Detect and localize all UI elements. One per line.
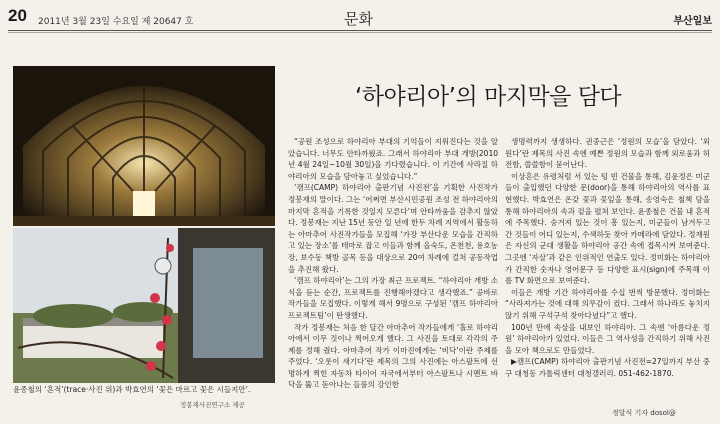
event-info: ▶캠프(CAMP) 하야리아 출판기념 사진전=27일까지 부산 중구 대청동 가톨릭센터 대청갤러리. 051-462-1870. [505, 357, 710, 378]
reporter-signature: 정달식 기자 dosol@ [612, 409, 676, 417]
section-title: 문화 [344, 10, 373, 28]
photo-flowers [13, 228, 275, 383]
photo-tunnel [13, 66, 275, 226]
photo-credit: 정봉재사진연구소 제공 [180, 401, 245, 409]
paragraph: 이상흔은 유령처럼 서 있는 텅 빈 건물을 통해, 김윤정은 미군들이 출입했던 다양한 문(door)을 통해 하야리아의 역사를 표현했다. 박효연은 온갖 꽃과 꽃잎을 통해, 송영숙은 철책 담을 통해 하야리아의 속과 겉을 펼쳐 보인다. 윤종철은 건물 내 흔적에 주목했다. 숭겨져 있는 것이 흥 있는지, 미군들이 남겨두고 간 것들이 어디 있는지, 수색하듯 찾아 카메라에 담았다. 정재원은 자신의 군대 생활을 하야리아 공간 속에 접목시켜 보여준다. 그곳엔 ‘자살’과 같은 인위적인 연출도 있다. 정미화는 하야리아가 간직한 숫자나 영어문구 등 다양한 표시(sign)에 주목해 이를 TV 화면으로 보여준다. [505, 171, 710, 286]
paragraph: ‘캠프 하야리아’는 그의 가장 최근 프로젝트. “하야리아 개방 소식을 듣는 순간, 프로젝트를 진행해야겠다고 생각했죠.” 공바로 작가들을 모집했다. 이렇게 해서 9명으로 구성된 ‘캠프 하야리아 프로젝트팀’이 탄생했다. [288, 276, 498, 320]
paragraph: “공원 조성으로 하야리아 부대의 기억들이 지워진다는 것을 알았습니다. 너무도 안타까웠죠. 그래서 하야리아 부대 개방(2010년 4월 24일~10월 30일)을 기다렸습니다. 이 기간에 사라질 하야리아의 모습을 담아놓고 싶었습니다.” [288, 137, 498, 181]
header-rule-secondary [8, 32, 712, 33]
paragraph: 생명력까지 생생하다. 권중근은 ‘정원의 모습’을 담았다. ‘외원다’란 제목의 사진 속엔 예쁜 정원의 모습과 함께 외로움과 허전함, 쓸쓸함이 묻어난다. [505, 137, 710, 170]
article-column-2 [505, 136, 710, 418]
page-number: 20 [8, 6, 27, 25]
flowers-image [13, 228, 275, 383]
paragraph: 100년 만에 속살을 내보인 하야리아. 그 속엔 ‘아름다운 정원’ 하야리아가 있었다. 이들은 그 역사성을 간직하기 위해 사진을 모아 책으로도 만들었다. [505, 322, 710, 355]
article-headline: ‘하야리아’의 마지막을 담다 [355, 84, 622, 110]
paragraph: ‘캠프(CAMP) 하야리아 출판기념 사진전’을 기획한 사진작가 정봉재의 말이다. 그는 ‘어쩌면 부산시민공원 조성 전 하야리아의 마지막 흔적을 기록한 것일지 모른다’며 안타까움을 감추지 않았다. 정봉재는 지난 15년 동안 일 년에 한두 차례 지역에서 활동하는 아마추어 사진작가들을 모집해 ‘가장 부산다운 모습을 간직하고 있는 장소’를 테마로 잡고 이들과 함께 을숙도, 온천천, 용호농장, 보수동 책방 골목 등을 대상으로 20여 차례에 걸쳐 공동작업을 추진해 왔다. [288, 183, 498, 274]
paragraph: 이들은 개방 기간 하야리아를 수십 번씩 방문했다. 정미화는 “사라져가는 것에 대해 의무감이 컸다. 그래서 하나라도 놓치지 않기 위해 구석구석 찾아다녔다”고 했다. [505, 287, 710, 320]
header-rule [8, 30, 712, 31]
paragraph: 작가 정봉재는 처음 한 달간 아마추어 작가들에게 ‘홀로 하야리아에서 이무 것이나 찍어오게 했다. 그 사진을 토대로 각각의 주제를 정해 줬다. 아마추어 작가 이마진에게는 ‘비닥’이란 주제를 주었다. ‘오롯이 새기다’란 제목의 그의 사진에는 아스팔트에 선명하게 찍힌 자동차 타이어 자국에서부터 아스팔트나 시멘트 바닥을 뚫고 돋아나는 들풀의 강인한 [288, 322, 498, 390]
newspaper-name: 부산일보 [673, 16, 712, 27]
tunnel-image [13, 66, 275, 226]
page-header [8, 6, 712, 30]
article-column-1 [288, 136, 498, 418]
issue-date: 2011년 3월 23일 수요일 제 20647 호 [38, 17, 194, 27]
photo-caption: 윤종철의 ‘흔적’(trace·사진 위)과 박효연의 ‘꽃은 마르고 꽃은 시들지만’. [13, 385, 251, 394]
